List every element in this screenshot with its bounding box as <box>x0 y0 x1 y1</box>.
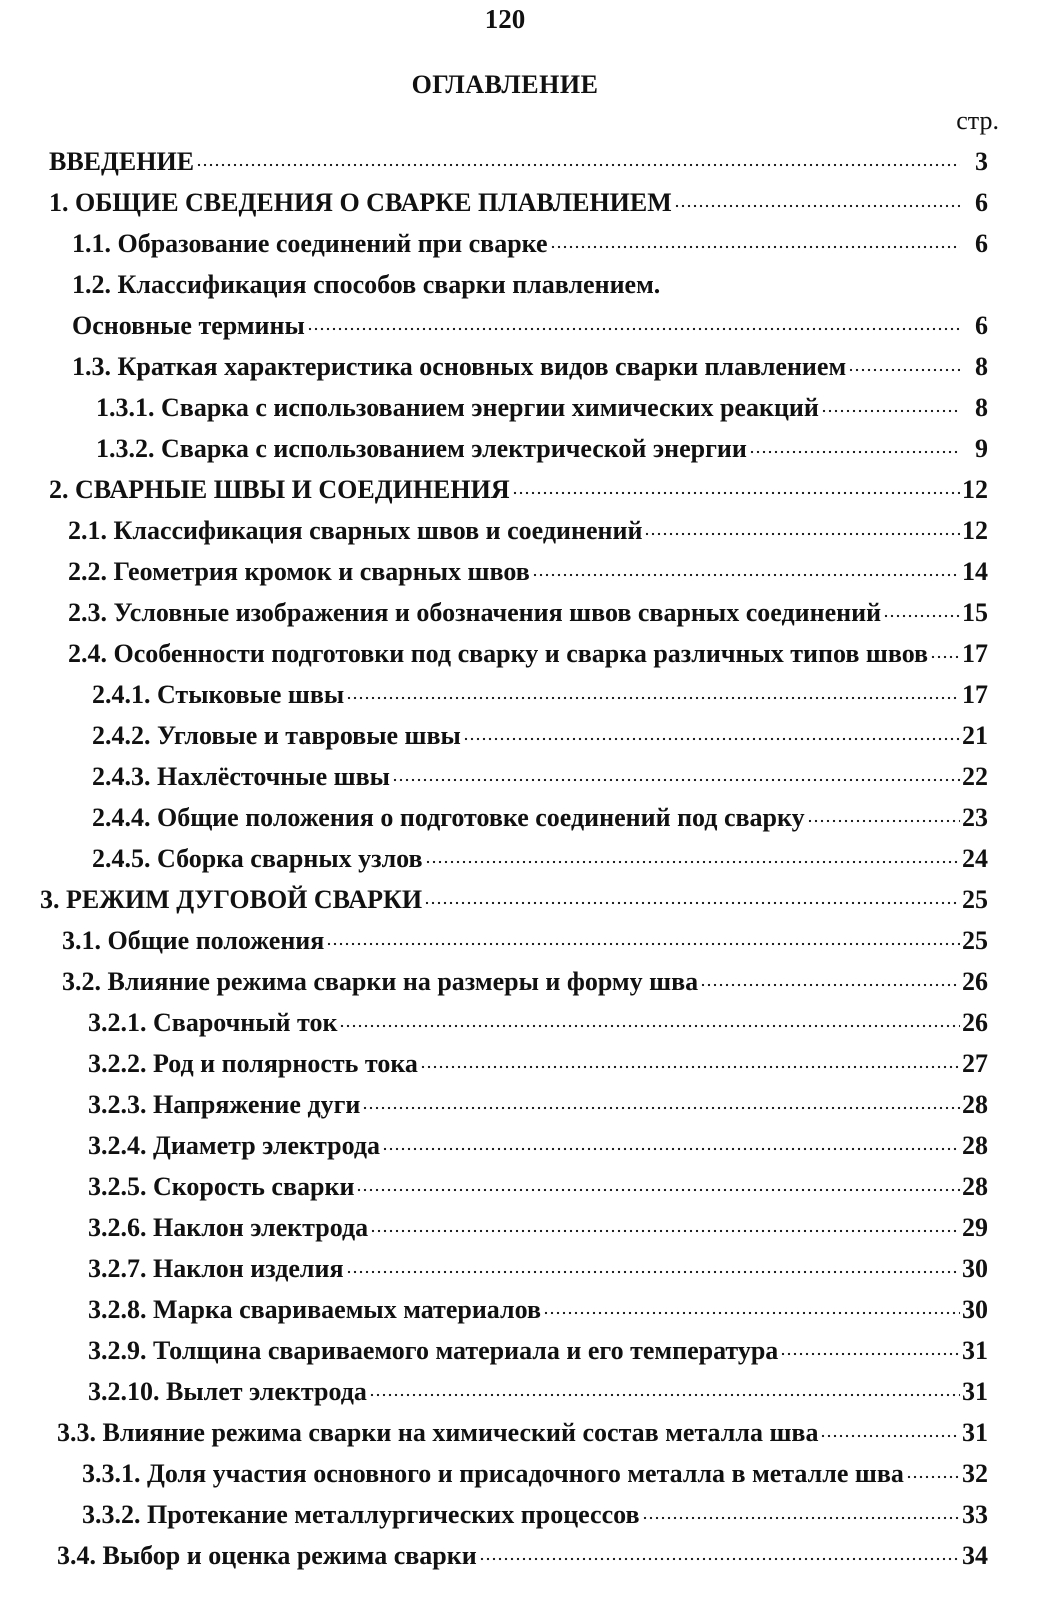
toc-entry-page: 33 <box>962 1500 988 1529</box>
toc-entry-label: 2.4.1. Стыковые швы <box>92 680 345 709</box>
dot-leader <box>463 736 960 742</box>
dot-leader <box>674 203 960 209</box>
dot-leader <box>930 654 960 660</box>
toc-entry <box>0 1330 1051 1371</box>
page-number: 120 <box>484 4 526 34</box>
dot-leader <box>339 1023 960 1029</box>
toc-entry-page: 28 <box>962 1090 988 1119</box>
toc-entry-label: 3.2.9. Толщина свариваемого материала и его температура <box>88 1336 779 1365</box>
toc-entry <box>0 182 1051 223</box>
toc-entry-label: ВВЕДЕНИЕ <box>49 147 195 176</box>
dot-leader <box>821 408 960 414</box>
toc-entry <box>0 756 1051 797</box>
toc-entry-page: 17 <box>962 639 988 668</box>
toc-entry-label: 3.2.5. Скорость сварки <box>88 1172 355 1201</box>
toc-entry-page: 25 <box>962 926 988 955</box>
toc-entry-page: 24 <box>962 844 988 873</box>
toc-entry <box>0 1535 1051 1576</box>
dot-leader <box>346 1269 960 1275</box>
toc-entry-page: 31 <box>962 1336 988 1365</box>
dot-leader <box>780 1351 960 1357</box>
dot-leader <box>906 1474 960 1480</box>
toc-entry <box>0 305 1051 346</box>
toc-entry-label: 3.2.2. Род и полярность тока <box>88 1049 418 1078</box>
toc-entry-page: 31 <box>962 1377 988 1406</box>
toc-entry-page: 25 <box>962 885 988 914</box>
dot-leader <box>382 1146 960 1152</box>
toc-entry-label: 1.2. Классификация способов сварки плавлением. <box>72 270 661 299</box>
dot-leader <box>370 1228 960 1234</box>
toc-entry-page: 12 <box>962 475 988 504</box>
toc-entry-label: 2.4.2. Угловые и тавровые швы <box>92 721 461 750</box>
dot-leader <box>356 1187 960 1193</box>
toc-entry-page: 8 <box>975 393 988 422</box>
toc-entry-label: 1.3. Краткая характеристика основных видов сварки плавлением <box>72 352 847 381</box>
toc-entry <box>0 1002 1051 1043</box>
toc-entry <box>0 1494 1051 1535</box>
toc-entry-label: 2.3. Условные изображения и обозначения швов сварных соединений <box>68 598 882 627</box>
toc-entry <box>0 141 1051 182</box>
toc-entry-page: 15 <box>962 598 988 627</box>
toc-entry-page: 28 <box>962 1172 988 1201</box>
toc-entry-page: 14 <box>962 557 988 586</box>
toc-entry <box>0 1207 1051 1248</box>
toc-entry <box>0 592 1051 633</box>
toc-entry-label: 3.2.6. Наклон электрода <box>88 1213 369 1242</box>
table-of-contents <box>0 141 1051 1576</box>
toc-entry-page: 26 <box>962 1008 988 1037</box>
dot-leader <box>848 367 960 373</box>
dot-leader <box>550 244 960 250</box>
dot-leader <box>425 859 960 865</box>
toc-entry-label: 2.4.3. Нахлёсточные швы <box>92 762 390 791</box>
toc-entry-label: 2.4.5. Сборка сварных узлов <box>92 844 423 873</box>
toc-entry-page: 6 <box>975 188 988 217</box>
dot-leader <box>420 1064 960 1070</box>
dot-leader <box>424 900 960 906</box>
page-column-label: стр. <box>956 106 999 135</box>
toc-entry <box>0 428 1051 469</box>
toc-entry <box>0 961 1051 1002</box>
toc-entry <box>0 1453 1051 1494</box>
toc-entry-label: 1. ОБЩИЕ СВЕДЕНИЯ О СВАРКЕ ПЛАВЛЕНИЕМ <box>49 188 672 217</box>
toc-entry-label: 3.2.8. Марка свариваемых материалов <box>88 1295 542 1324</box>
toc-entry <box>0 715 1051 756</box>
toc-entry <box>0 879 1051 920</box>
toc-entry-label: 3.3.2. Протекание металлургических процессов <box>82 1500 640 1529</box>
toc-entry-label: 2. СВАРНЫЕ ШВЫ И СОЕДИНЕНИЯ <box>49 475 510 504</box>
toc-entry-page: 17 <box>962 680 988 709</box>
dot-leader <box>479 1556 960 1562</box>
toc-entry <box>0 469 1051 510</box>
dot-leader <box>362 1105 960 1111</box>
dot-leader <box>883 613 960 619</box>
toc-entry-page: 23 <box>962 803 988 832</box>
toc-entry-label: 3.3. Влияние режима сварки на химический состав металла шва <box>57 1418 819 1447</box>
dot-leader <box>196 162 960 168</box>
toc-entry-page: 22 <box>962 762 988 791</box>
dot-leader <box>369 1392 960 1398</box>
toc-entry-label: 3.2.3. Напряжение дуги <box>88 1090 361 1119</box>
toc-entry-page: 32 <box>962 1459 988 1488</box>
toc-entry-page: 6 <box>975 311 988 340</box>
toc-entry-label: 1.3.2. Сварка с использованием электрической энергии <box>96 434 747 463</box>
toc-entry-page: 21 <box>962 721 988 750</box>
dot-leader <box>307 326 960 332</box>
toc-entry <box>0 1166 1051 1207</box>
toc-entry <box>0 1371 1051 1412</box>
dot-leader <box>543 1310 960 1316</box>
toc-entry <box>0 674 1051 715</box>
toc-entry-page: 30 <box>962 1254 988 1283</box>
toc-entry-page: 8 <box>975 352 988 381</box>
toc-entry-page: 28 <box>962 1131 988 1160</box>
toc-entry-label: 3.1. Общие положения <box>62 926 325 955</box>
toc-entry-page: 9 <box>975 434 988 463</box>
toc-entry-label: 3.2.7. Наклон изделия <box>88 1254 344 1283</box>
dot-leader <box>749 449 960 455</box>
toc-entry <box>0 920 1051 961</box>
dot-leader <box>512 490 960 496</box>
toc-entry <box>0 1125 1051 1166</box>
dot-leader <box>820 1433 960 1439</box>
toc-entry <box>0 1289 1051 1330</box>
toc-entry-label: 2.1. Классификация сварных швов и соединений <box>68 516 643 545</box>
toc-entry-label: 2.4. Особенности подготовки под сварку и сварка различных типов швов <box>68 639 929 668</box>
toc-entry-page: 30 <box>962 1295 988 1324</box>
toc-entry-page: 26 <box>962 967 988 996</box>
toc-entry-page: 3 <box>975 147 988 176</box>
toc-title: ОГЛАВЛЕНИЕ <box>411 70 599 99</box>
toc-entry-label: 3.2.1. Сварочный ток <box>88 1008 338 1037</box>
dot-leader <box>326 941 960 947</box>
toc-entry <box>0 1084 1051 1125</box>
toc-entry <box>0 223 1051 264</box>
toc-entry <box>0 510 1051 551</box>
toc-entry <box>0 633 1051 674</box>
toc-entry <box>0 387 1051 428</box>
toc-entry <box>0 264 1051 305</box>
toc-entry-label: Основные термины <box>72 311 305 340</box>
toc-entry <box>0 1412 1051 1453</box>
dot-leader <box>346 695 960 701</box>
toc-entry-page: 29 <box>962 1213 988 1242</box>
toc-entry-label: 2.2. Геометрия кромок и сварных швов <box>68 557 530 586</box>
toc-entry-label: 2.4.4. Общие положения о подготовке соединений под сварку <box>92 803 805 832</box>
toc-entry <box>0 1043 1051 1084</box>
dot-leader <box>700 982 960 988</box>
toc-entry-page: 6 <box>975 229 988 258</box>
dot-leader <box>644 531 960 537</box>
toc-entry-page: 12 <box>962 516 988 545</box>
toc-entry-page: 31 <box>962 1418 988 1447</box>
toc-entry-page: 34 <box>962 1541 988 1570</box>
toc-entry <box>0 346 1051 387</box>
toc-entry-label: 3.4. Выбор и оценка режима сварки <box>57 1541 477 1570</box>
toc-entry-label: 3.2.4. Диаметр электрода <box>88 1131 380 1160</box>
toc-entry-label: 3.2.10. Вылет электрода <box>88 1377 367 1406</box>
toc-entry-label: 1.1. Образование соединений при сварке <box>72 229 548 258</box>
toc-entry-label: 3.3.1. Доля участия основного и присадочного металла в металле шва <box>82 1459 904 1488</box>
toc-entry-label: 1.3.1. Сварка с использованием энергии химических реакций <box>96 393 819 422</box>
dot-leader <box>392 777 960 783</box>
toc-entry-page: 27 <box>962 1049 988 1078</box>
dot-leader <box>642 1515 960 1521</box>
toc-entry <box>0 797 1051 838</box>
toc-entry-label: 3.2. Влияние режима сварки на размеры и форму шва <box>62 967 699 996</box>
toc-entry-label: 3. РЕЖИМ ДУГОВОЙ СВАРКИ <box>40 885 423 914</box>
dot-leader <box>807 818 960 824</box>
toc-entry <box>0 838 1051 879</box>
toc-entry <box>0 1248 1051 1289</box>
toc-entry <box>0 551 1051 592</box>
dot-leader <box>532 572 960 578</box>
